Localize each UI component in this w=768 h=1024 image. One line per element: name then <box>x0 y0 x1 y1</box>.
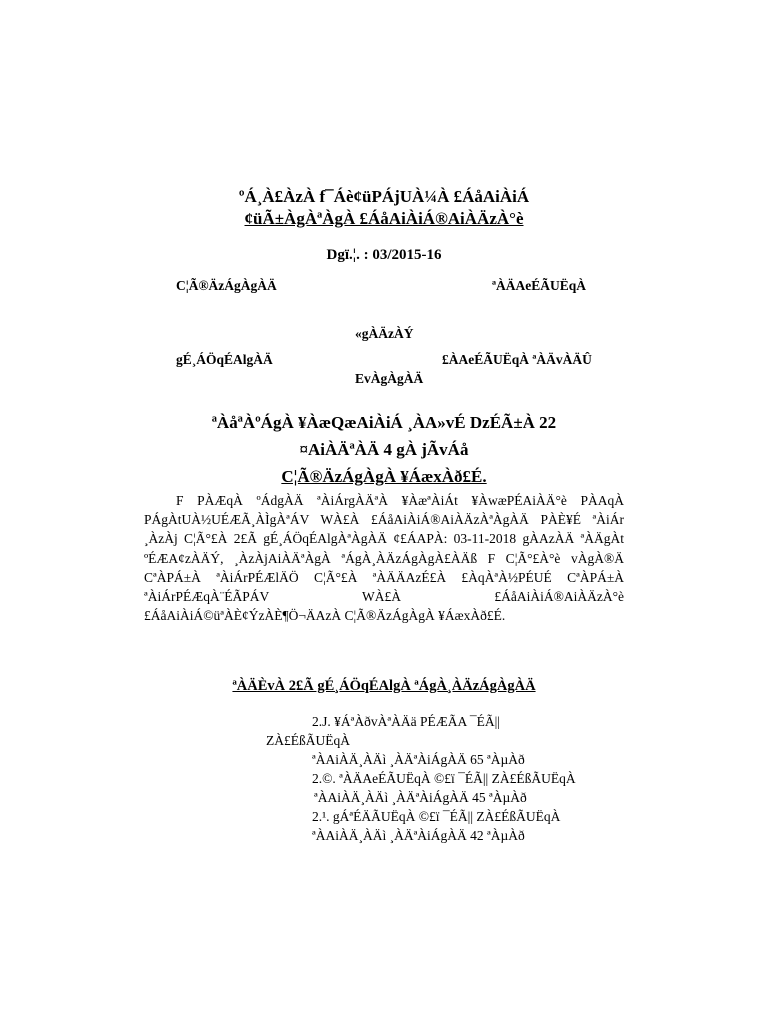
heir-3-name: 2.¹. gÁªÉÄÃUËqÀ ©£ï ¯ÉÃ|| ZÀ£ÉßÃUËqÀ <box>312 809 561 824</box>
petition-heading-line1: ªÀåªÀºÁgÀ ¥ÀæQæAiÀiÁ ¸ÀA»vÉ DzÉÃ±À 22 <box>211 413 557 432</box>
heir-3-age: ªÀAiÀÄ¸ÀÄì ¸ÀÄªÀiÁgÀÄ 42 ªÀµÀð <box>312 828 525 843</box>
body-paragraph <box>144 491 624 625</box>
heir-1-age: ªÀAiÀÄ¸ÀÄì ¸ÀÄªÀiÁgÀÄ 65 ªÀµÀð <box>312 752 525 767</box>
heir-1-relation: ZÀ£ÉßÃUËqÀ <box>266 733 350 748</box>
heir-2-name: 2.©. ªÀÄAeÉÃUËqÀ ©£ï ¯ÉÃ|| ZÀ£ÉßÃUËqÀ <box>312 771 576 786</box>
petition-heading-line3: C¦Ã®ÄzÁgÀgÀ ¥ÁæxÀð£É. <box>281 467 487 486</box>
heirs-subheading: ªÀÄÈvÀ 2£Ã gÉ¸ÁÖqÉAlgÀ ªÁgÀ¸ÀÄzÁgÀgÀÄ <box>232 678 536 694</box>
petition-heading-line2: ¤AiÀÄªÀÄ 4 gÀ jÃvÁå <box>299 440 469 459</box>
document-number: Dgï.¦. : 03/2015-16 <box>326 247 442 263</box>
appellant-label: C¦Ã®ÄzÁgÀgÀÄ <box>176 278 277 293</box>
court-title-line2: ¢üÃ±ÀgÀªÀgÀ £ÁåAiÀiÁ®AiÀÄzÀ°è <box>244 209 524 228</box>
body-paragraph-text: F PÀÆqÀ ºÁdgÀÄ ªÀiÁrgÀÄªÀ ¥ÀæªÀiÁt ¥ÀwæPÉAiÀÄ°è PÀAqÀ PÁgÀtUÀ½UÉÆÃ¸ÀÌgÀªÁV WÀ£À £ÁåAiÀiÁ®AiÀÄzÀªÀgÀÄ PÀÈ¥É ªÀiÁr ¸ÀzÀj C¦Ã°£À 2£Ã gÉ¸ÁÖqÉAlgÀªÀgÀÄ ¢£ÁAPÀ: 03-11-2018 gÀAzÀÄ ªÀÄgÀt ºÉÆA¢zÀÄÝ, ¸ÀzÀjAiÀÄªÀgÀ ªÁgÀ¸ÀÄzÁgÀgÀ£ÀÄß F C¦Ã°£À°è vÀgÀ®Ä CªÀPÁ±À ªÀiÁrPÉÆlÄÖ C¦Ã°£À ªÀÄÄAzÉ£À £ÀqÀªÀ½PÉUÉ CªÀPÁ±À ªÀiÁrPÉÆqÀ¨ÉÃPÁV WÀ£À £ÁåAiÀiÁ®AiÀÄzÀ°è £ÁåAiÀiÁ©üªÀÈ¢ÝzÀÈ¶Ö¬ÄAzÀ C¦Ã®ÄzÁgÀgÀ ¥ÁæxÀð£É. <box>144 493 624 624</box>
respondent-others: EvÀgÀgÀÄ <box>355 371 424 386</box>
court-title-line1: ºÁ¸À£ÀzÀ f¯Áè¢üPÁjUÀ¼À £ÁåAiÀiÁ <box>238 187 530 206</box>
appellant-name: ªÀÄAeÉÃUËqÀ <box>492 278 587 293</box>
petition-heading <box>0 409 768 490</box>
versus-label: «gÀÄzÀÝ <box>355 326 414 341</box>
respondent-label: gÉ¸ÁÖqÉAlgÀÄ <box>176 352 273 367</box>
respondent-name: £ÀAeÉÃUËqÀ ªÀÄvÀÄÛ <box>442 352 592 367</box>
court-title <box>0 186 768 230</box>
heir-2-age: ªÀAiÀÄ¸ÀÄì ¸ÀÄªÀiÁgÀÄ 45 ªÀµÀð <box>314 790 527 805</box>
heir-1-name: 2.J. ¥ÁªÀðvÀªÀÄä PÉÆÃA ¯ÉÃ|| <box>312 714 500 729</box>
